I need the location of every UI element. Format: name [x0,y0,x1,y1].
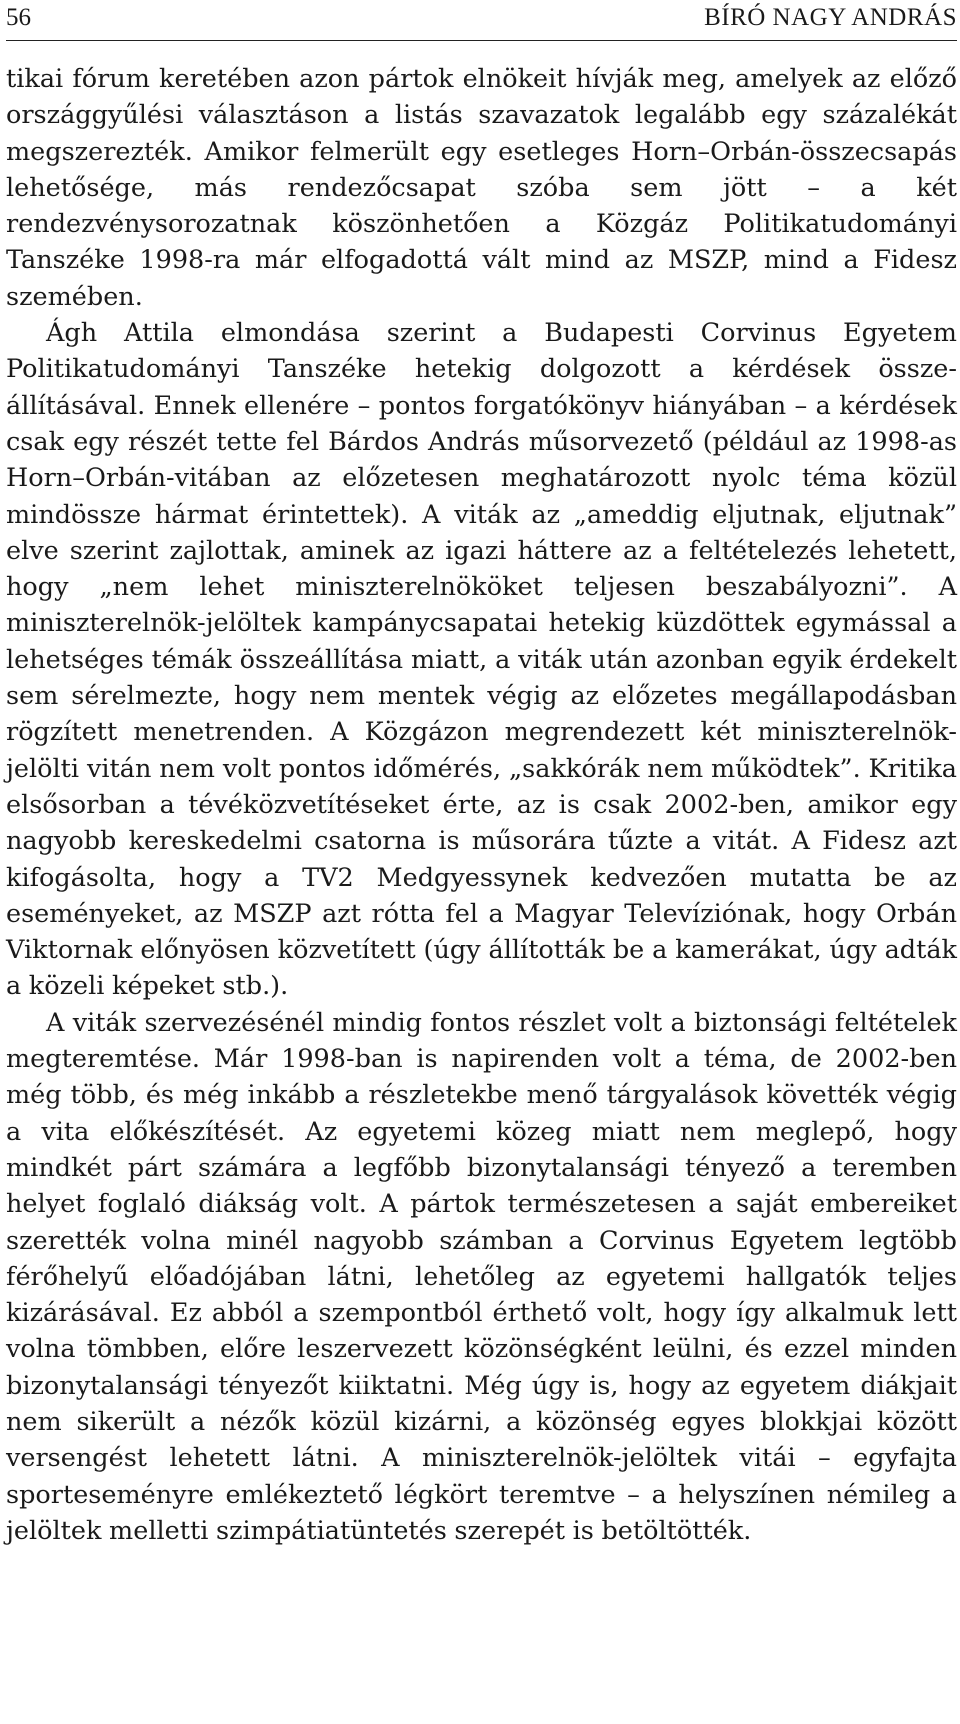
running-title-author: BÍRÓ NAGY ANDRÁS [704,4,957,31]
body-text [6,61,957,1549]
paragraph-continued: tikai fórum keretében azon pártok elnökeit hívják meg, amelyek az előző országgyűlési választáson a listás szavazatok legalább egy százalékát megszerezték. Amikor felmerült egy esetleges Horn–Orbán-összecsapás lehetősége, más rendezőcsapat szóba sem jött – a két rendezvénysorozatnak köszönhetően a Közgáz Politikatudományi Tanszéke 1998-ra már elfogadottá vált mind az MSZP, mind a Fidesz szemében. [6,64,957,312]
paragraph-security: A viták szervezésénél mindig fontos részlet volt a biztonsági feltételek megteremtése. Már 1998-ban is napirenden volt a téma, de 2002-ben még több, és még inkább a részletekbe menő tárgyalások követték végig a vita előkészítését. Az egyetemi közeg miatt nem meglepő, hogy mindkét párt számára a legfőbb bizonytalansági tényező a teremben helyet foglaló diákság volt. A pártok természetesen a saját embereiket szerették volna minél nagyobb számban a Corvinus Egyetem legtöbb férőhelyű előadójában látni, lehetőleg az egyetemi hallgatók teljes kizárásával. Ez abból a szempontból érthető volt, hogy így alkalmuk lett volna tömbben, előre leszervezett közönségként leülni, és ezzel minden bizonytalansági tényezőt kiiktatni. Még úgy is, hogy az egyetem diákjait nem sikerült a nézők közül kizárni, a közönség egyes blokkjai között versengést lehetett látni. A miniszterelnök-jelöltek vitái – egyfajta sporteseményre emlékeztető légkört teremtve – a helyszínen némileg a jelöltek melletti szimpátiatüntetés szerepét is betöltötték. [6,1007,957,1546]
page-number: 56 [6,4,31,31]
running-head [6,0,957,41]
book-page [6,0,957,1549]
paragraph-debate-questions: Ágh Attila elmondása szerint a Budapesti Corvinus Egyetem Politikatudományi Tanszéke hetekig dolgozott a kérdések összeállításával. Ennek ellenére – pontos forgatókönyv hiányában – a kérdések csak egy részét tette fel Bárdos András műsorvezető (például az 1998-as Horn–Orbán-vitában az előzetesen meghatározott nyolc téma közül mindössze hármat érintettek). A viták az „ameddig eljutnak, eljutnak” elve szerint zajlottak, aminek az igazi háttere az a feltételezés lehetett, hogy „nem lehet miniszterelnököket teljesen beszabályozni”. A miniszterelnök-jelöltek kampánycsapatai hetekig küzdöttek egymással a lehetséges témák összeállítása miatt, a viták után azonban egyik érdekelt sem sérelmezte, hogy nem mentek végig az előzetes megállapodásban rögzített menetrenden. A Közgázon megrendezett két miniszterelnök-jelölti vitán nem volt pontos időmérés, „sakkórák nem működtek”. Kritika elsősorban a tévéközvetítéseket érte, az is csak 2002-ben, amikor egy nagyobb kereskedelmi csatorna is műsorára tűzte a vitát. A Fidesz azt kifogásolta, hogy a TV2 Medgyessynek kedvezően mutatta be az eseményeket, az MSZP azt rótta fel a Magyar Televíziónak, hogy Orbán Viktornak előnyösen közvetített (úgy állították be a kamerákat, úgy adták a közeli képeket stb.). [6,318,957,1002]
